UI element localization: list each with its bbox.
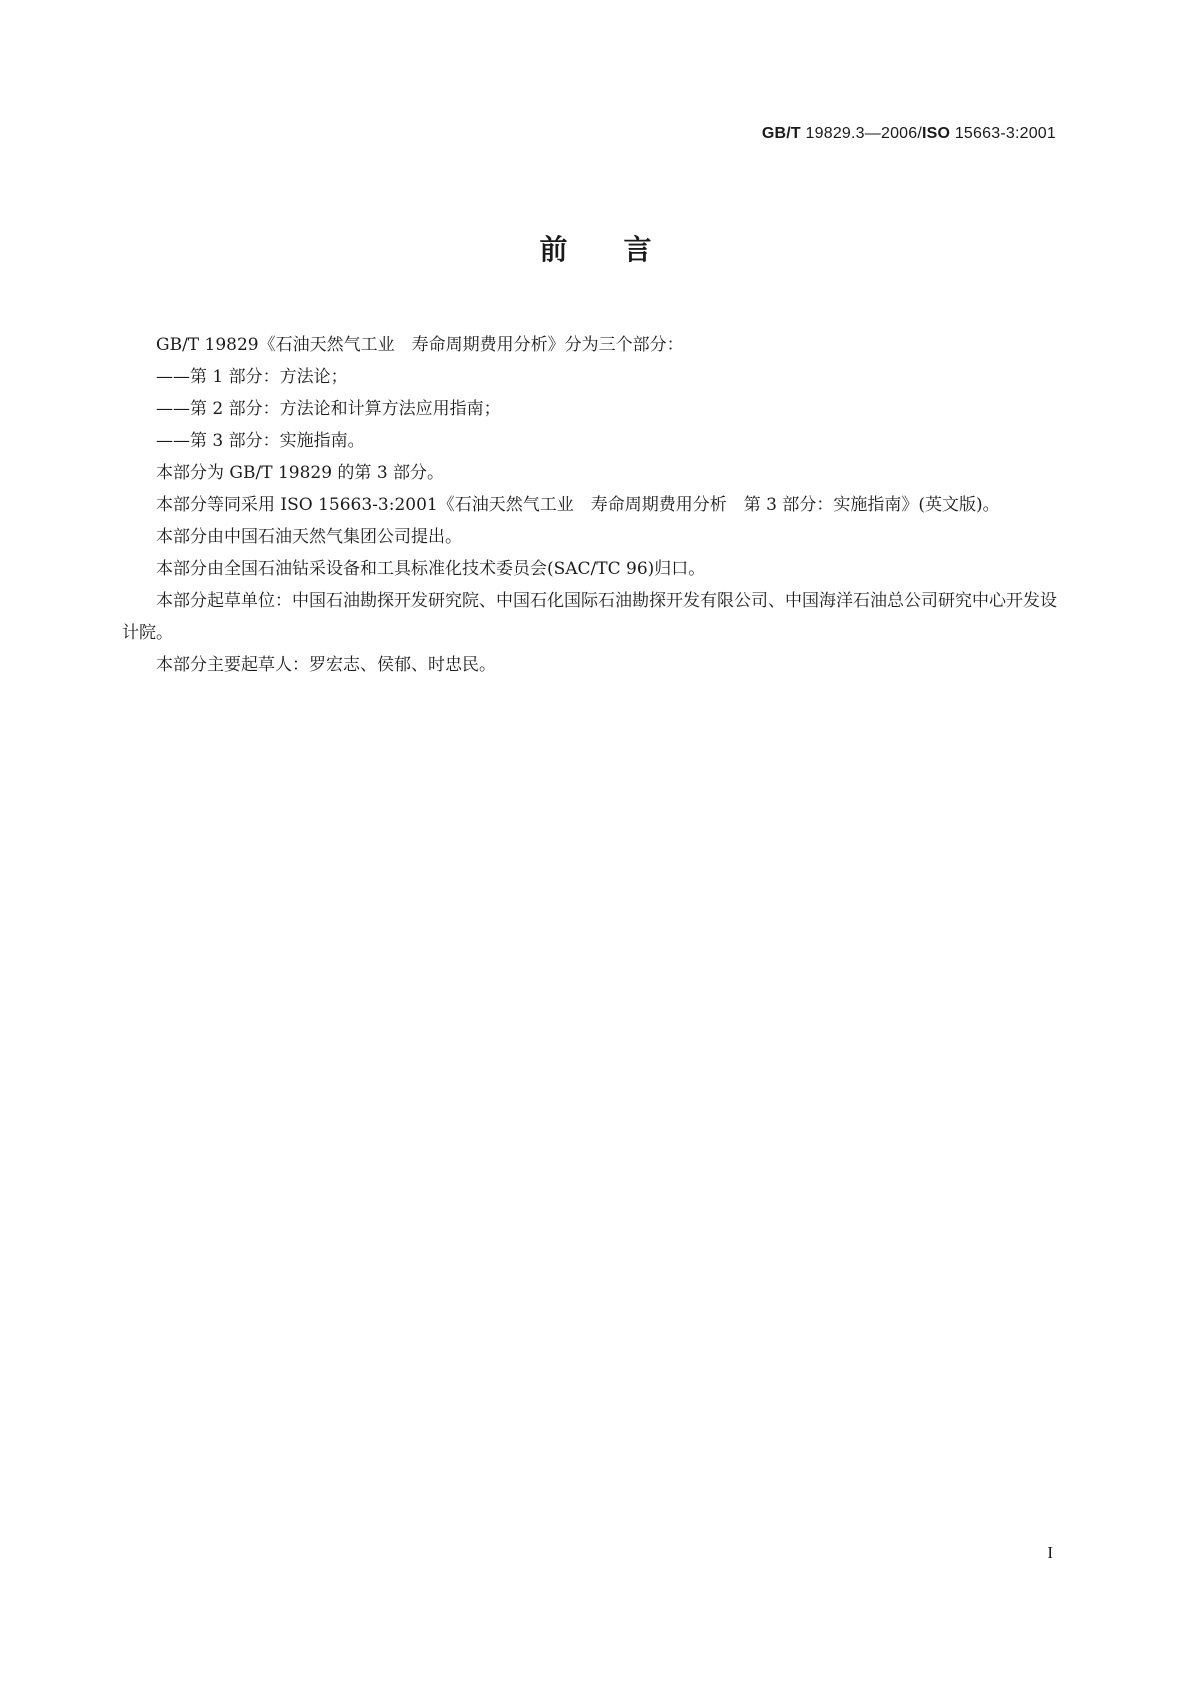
paragraph-drafting-units: 本部分起草单位：中国石油勘探开发研究院、中国石化国际石油勘探开发有限公司、中国海洋石油总公司研究中心开发设计院。: [122, 591, 1057, 643]
paragraph-committee: 本部分由全国石油钻采设备和工具标准化技术委员会(SAC/TC 96)归口。: [156, 559, 706, 579]
paragraph-part-statement: 本部分为 GB/T 19829 的第 3 部分。: [156, 463, 445, 483]
list-item-part2: ——第 2 部分：方法论和计算方法应用指南；: [156, 399, 501, 419]
header-iso: ISO: [922, 125, 951, 142]
header-iso-number: 15663-3:2001: [950, 125, 1056, 142]
paragraph-adoption: 本部分等同采用 ISO 15663-3:2001《石油天然气工业 寿命周期费用分析 第 3 部分：实施指南》(英文版)。: [156, 495, 1000, 515]
list-item-part1: ——第 1 部分：方法论；: [156, 367, 348, 387]
list-item-part3: ——第 3 部分：实施指南。: [156, 431, 365, 451]
foreword-body: [122, 329, 1060, 681]
header-gbt: GB/T: [761, 125, 801, 142]
page-title: 前言: [539, 233, 708, 266]
paragraph-drafters: 本部分主要起草人：罗宏志、侯郁、时忠民。: [156, 655, 496, 675]
standard-code-header: [762, 125, 1056, 143]
header-number: 19829.3—2006/: [800, 125, 923, 142]
paragraph-proposer: 本部分由中国石油天然气集团公司提出。: [156, 527, 462, 547]
page-number: I: [1047, 1543, 1053, 1562]
paragraph-intro: GB/T 19829《石油天然气工业 寿命周期费用分析》分为三个部分：: [156, 335, 684, 355]
